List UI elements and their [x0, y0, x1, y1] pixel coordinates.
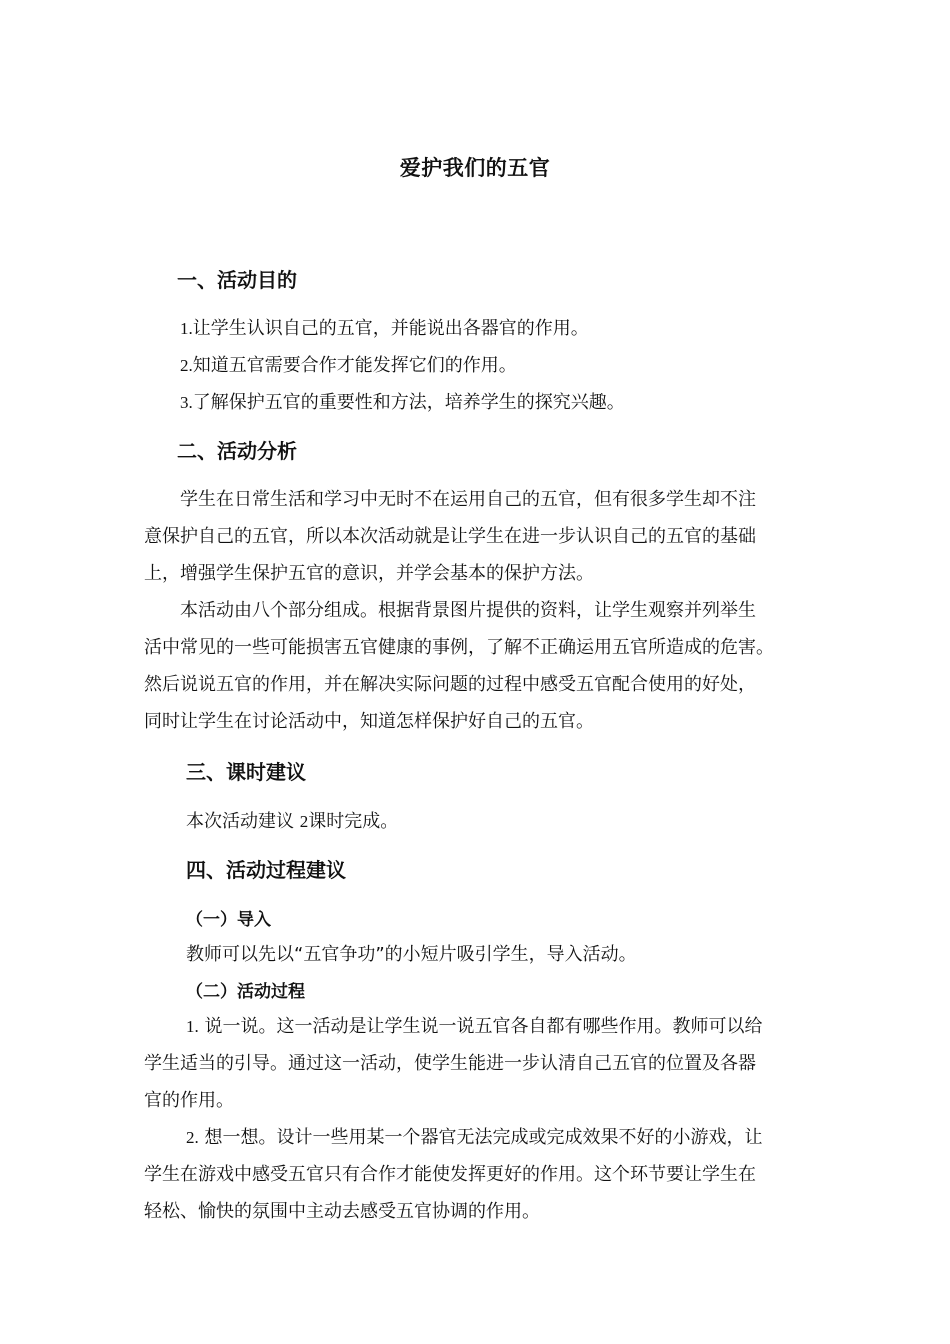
- subheading-activity: （二）活动过程: [186, 982, 305, 1002]
- schedule-text-b: 课时完成。: [308, 811, 399, 832]
- section-heading-process: 四、活动过程建议: [186, 858, 346, 882]
- schedule-text: [186, 809, 398, 835]
- schedule-number: 2: [299, 812, 309, 831]
- objective-item: [180, 353, 517, 379]
- document-title: 爱护我们的五官: [399, 156, 551, 180]
- item-text: 让学生认识自己的五官，并能说出各器官的作用。: [192, 318, 589, 339]
- paragraph-line: 同时让学生在讨论活动中，知道怎样保护好自己的五官。: [144, 711, 594, 732]
- section-heading-objectives: 一、活动目的: [177, 268, 297, 292]
- item-text: 说一说。这一活动是让学生说一说五官各自都有哪些作用。教师可以给: [204, 1016, 763, 1037]
- paragraph-line: [186, 1014, 762, 1040]
- objective-item: [180, 316, 589, 342]
- paragraph-line: [186, 1125, 762, 1151]
- item-number: 2.: [186, 1128, 199, 1147]
- item-text: 了解保护五官的重要性和方法，培养学生的探究兴趣。: [192, 392, 625, 413]
- item-number: 3.: [180, 393, 193, 412]
- item-text: 想一想。设计一些用某一个器官无法完成或完成效果不好的小游戏，让: [204, 1127, 763, 1148]
- section-heading-schedule: 三、课时建议: [186, 760, 306, 784]
- paragraph-line: 学生在日常生活和学习中无时不在运用自己的五官，但有很多学生却不注: [180, 489, 756, 510]
- paragraph-line: 学生适当的引导。通过这一活动，使学生能进一步认清自己五官的位置及各器: [144, 1053, 756, 1074]
- paragraph-line: 轻松、愉快的氛围中主动去感受五官协调的作用。: [144, 1201, 540, 1222]
- objective-item: [180, 390, 625, 416]
- paragraph-line: 意保护自己的五官，所以本次活动就是让学生在进一步认识自己的五官的基础: [144, 526, 756, 547]
- paragraph-line: 本活动由八个部分组成。根据背景图片提供的资料，让学生观察并列举生: [180, 600, 756, 621]
- item-text: 知道五官需要合作才能发挥它们的作用。: [192, 355, 517, 376]
- section-heading-analysis: 二、活动分析: [177, 439, 297, 463]
- item-number: 1.: [186, 1017, 199, 1036]
- item-number: 2.: [180, 356, 193, 375]
- paragraph-line: 然后说说五官的作用，并在解决实际问题的过程中感受五官配合使用的好处，: [144, 674, 756, 695]
- paragraph-line: 上，增强学生保护五官的意识，并学会基本的保护方法。: [144, 563, 594, 584]
- paragraph-line: 教师可以先以“五官争功”的小短片吸引学生，导入活动。: [186, 944, 637, 965]
- item-number: 1.: [180, 319, 193, 338]
- subheading-intro: （一）导入: [186, 910, 271, 930]
- schedule-text-a: 本次活动建议: [186, 811, 294, 832]
- paragraph-line: 活中常见的一些可能损害五官健康的事例，了解不正确运用五官所造成的危害。: [144, 637, 774, 658]
- paragraph-line: 官的作用。: [144, 1090, 234, 1111]
- paragraph-line: 学生在游戏中感受五官只有合作才能使发挥更好的作用。这个环节要让学生在: [144, 1164, 756, 1185]
